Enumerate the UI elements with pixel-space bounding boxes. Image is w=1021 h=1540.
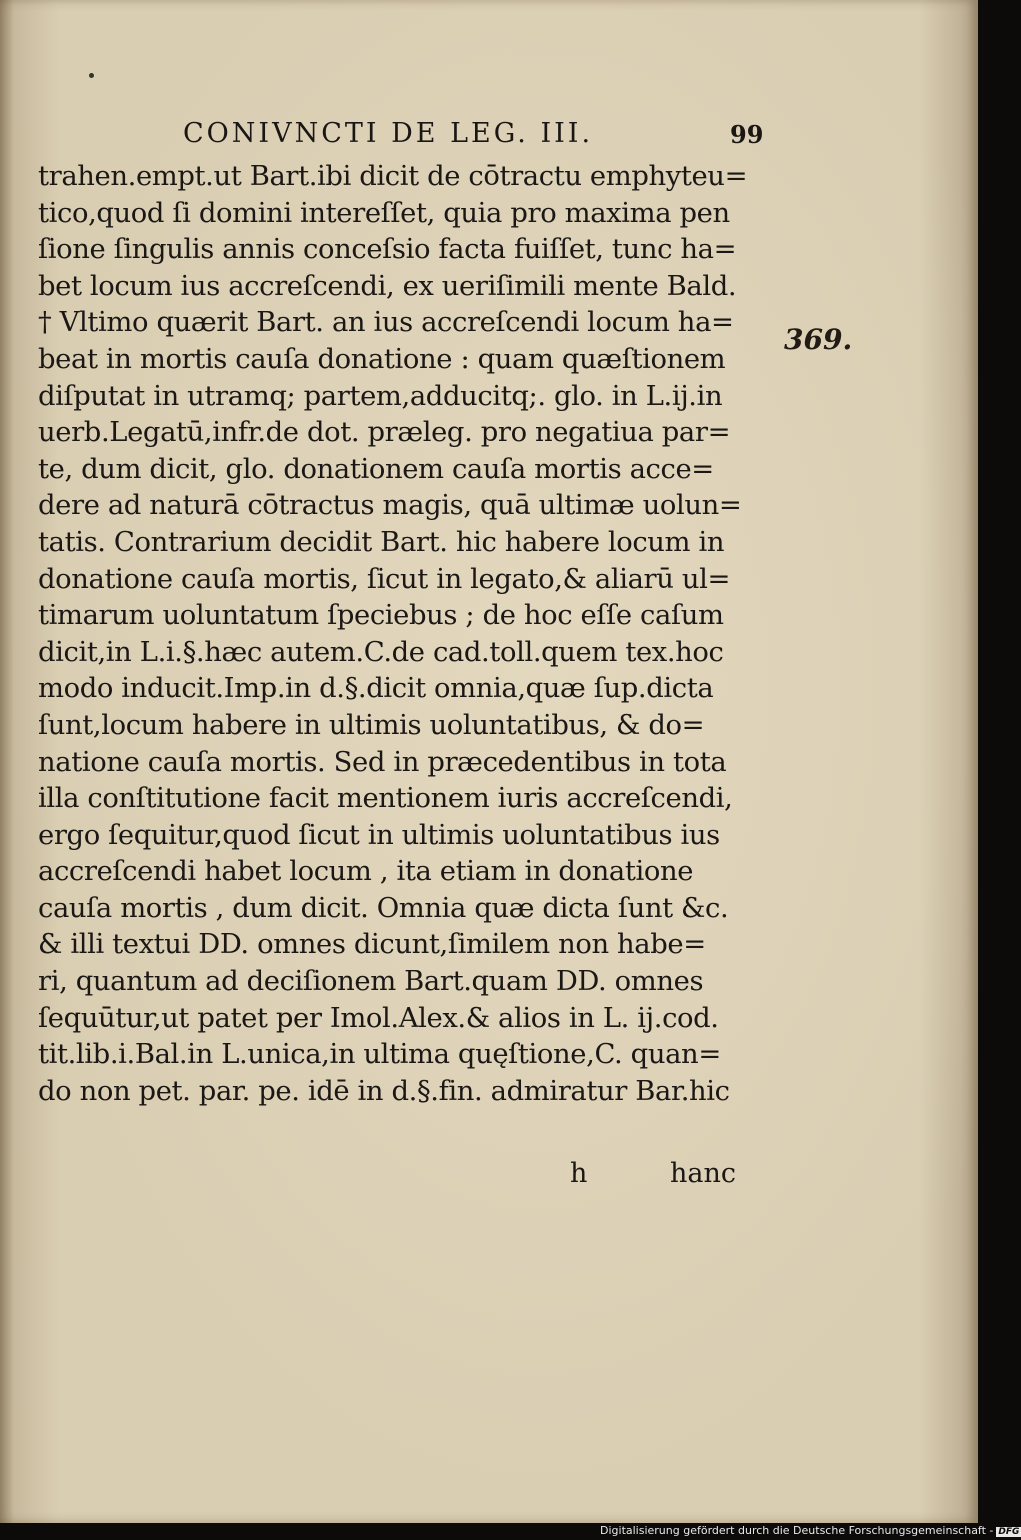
signature-mark: h [570, 1158, 588, 1189]
text-line: beat in mortis cauſa donatione : quam quæſtionem [38, 342, 726, 375]
text-line: natione cauſa mortis. Sed in præcedentibus in tota [38, 745, 727, 778]
text-line: ri, quantum ad deciſionem Bart.quam DD. omnes [38, 965, 704, 998]
folio-number: 99 [730, 120, 764, 149]
text-line: dicit,in L.i.§.hæc autem.C.de cad.toll.quem tex.hoc [38, 635, 724, 668]
text-line: modo inducit.Imp.in d.§.dicit omnia,quæ ſup.dicta [38, 672, 714, 705]
text-line: bet locum ius accreſcendi, ex ueriſimili mente Bald. [38, 269, 737, 302]
text-line: te, dum dicit, glo. donationem cauſa mortis acce= [38, 452, 714, 485]
digitization-credit [600, 1524, 1021, 1537]
text-line: timarum uoluntatum ſpeciebus ; de hoc eſſe caſum [38, 599, 724, 632]
margin-note: 369. [784, 323, 853, 356]
text-line: tatis. Contrarium decidit Bart. hic habere locum in [38, 525, 725, 558]
text-line: ergo ſequitur,quod ſicut in ultimis uoluntatibus ius [38, 818, 720, 851]
text-line: accreſcendi habet locum , ita etiam in donatione [38, 855, 694, 888]
text-line: illa conſtitutione facit mentionem iuris accreſcendi, [38, 782, 733, 815]
text-line: trahen.empt.ut Bart.ibi dicit de cōtractu emphyteu= [38, 160, 748, 192]
running-head: CONIVNCTI DE LEG. III. [183, 118, 594, 149]
text-line: ſione ſingulis annis conceſsio facta fuiſſet, tunc ha= [38, 233, 737, 266]
ink-dot [89, 73, 94, 78]
text-line: tit.lib.i.Bal.in L.unica,in ultima quęſtione,C. quan= [38, 1038, 721, 1071]
text-line: cauſa mortis , dum dicit. Omnia quæ dicta ſunt &c. [38, 891, 729, 924]
text-line: tico,quod ſi domini intereſſet, quia pro maxima pen [38, 196, 730, 229]
text-line: ſequūtur,ut patet per Imol.Alex.& alios in L. ij.cod. [38, 1001, 719, 1034]
text-line: diſputat in utramq; partem,adducitq;. glo. in L.ij.in [38, 379, 723, 412]
catchword: hanc [670, 1158, 736, 1189]
text-line: dere ad naturā cōtractus magis, quā ultimæ uolun= [38, 489, 742, 522]
text-line: ſunt,locum habere in ultimis uoluntatibus, & do= [38, 708, 705, 741]
body-text [38, 158, 768, 1109]
text-line: donatione cauſa mortis, ſicut in legato,& aliarū ul= [38, 562, 731, 595]
dfg-logo: DFG [998, 1527, 1020, 1537]
text-line: uerb.Legatū,infr.de dot. præleg. pro negatiua par= [38, 416, 731, 449]
text-line: & illi textui DD. omnes dicunt,ſimilem non habe= [38, 928, 706, 961]
text-line: † Vltimo quærit Bart. an ius accreſcendi locum ha= [38, 306, 734, 339]
credit-text: Digitalisierung gefördert durch die Deutsche Forschungsgemeinschaft - [600, 1524, 994, 1537]
text-line: do non pet. par. pe. idē in d.§.fin. admiratur Bar.hic [38, 1074, 730, 1107]
page-edge-shadow [0, 0, 14, 1523]
